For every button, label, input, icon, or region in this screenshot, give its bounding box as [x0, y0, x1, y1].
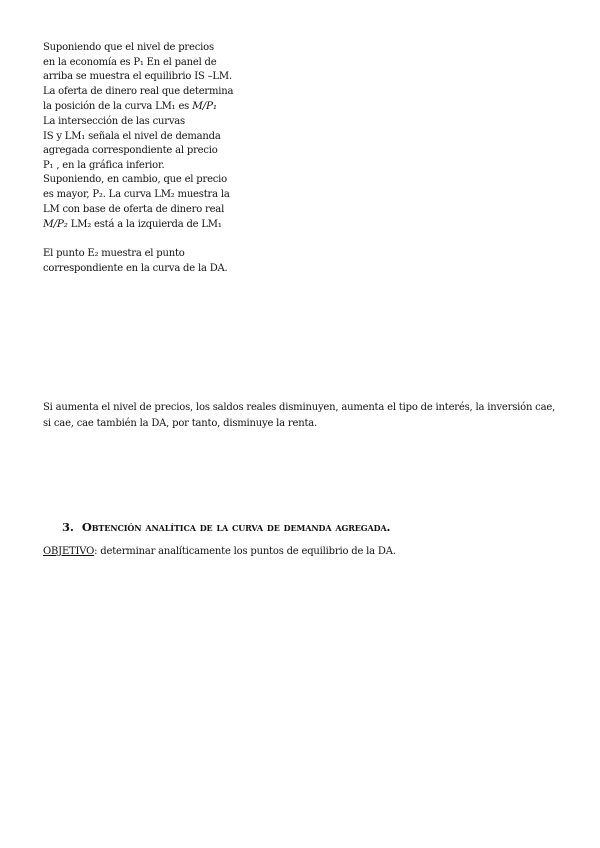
text-line: la posición de la curva LM₁ es — [43, 101, 190, 113]
real-money-formula-2: M/P₂ — [43, 218, 68, 231]
text-line: correspondiente en la curva de la DA. — [43, 262, 228, 274]
text-line: La oferta de dinero real que determina — [43, 85, 234, 97]
price-level-paragraph: Si aumenta el nivel de precios, los saldos reales disminuyen, aumenta el tipo de interés, la inversión cae, si cae, cae también la DA, por tanto, disminuye la renta. — [43, 402, 556, 429]
section-heading — [62, 520, 390, 534]
text-line-with-formula — [43, 99, 243, 115]
text-line: en la economía es P₁ En el panel de — [43, 56, 217, 68]
text-line-with-formula — [43, 217, 243, 233]
objective-label: OBJETIVO — [43, 546, 95, 557]
text-line: LM con base de oferta de dinero real — [43, 203, 225, 215]
text-line: Suponiendo, en cambio, que el precio — [43, 174, 228, 186]
objective-text: : determinar analíticamente los puntos de equilibrio de la DA. — [94, 546, 396, 557]
text-line: agregada correspondiente al precio — [43, 145, 218, 157]
text-line: es mayor, P₂. La curva LM₂ muestra la — [43, 188, 230, 200]
text-line: El punto E₂ muestra el punto — [43, 248, 185, 260]
section-number: 3. — [62, 520, 74, 534]
paragraph-gap — [43, 233, 243, 248]
text-line: LM₂ está a la izquierda de LM₁ — [70, 219, 222, 231]
text-line: Suponiendo que el nivel de precios — [43, 42, 214, 53]
section-title: Obtención analítica de la curva de demanda agregada. — [81, 520, 391, 534]
text-line: P₁ , en la gráfica inferior. — [43, 159, 165, 171]
narrow-paragraph — [43, 41, 243, 277]
objective-line — [43, 546, 396, 557]
text-line: arriba se muestra el equilibrio IS –LM. — [43, 71, 232, 83]
real-money-formula-1: M/P₁ — [192, 100, 217, 113]
text-line: IS y LM₁ señala el nivel de demanda — [43, 130, 221, 142]
text-line: La intersección de las curvas — [43, 115, 185, 127]
